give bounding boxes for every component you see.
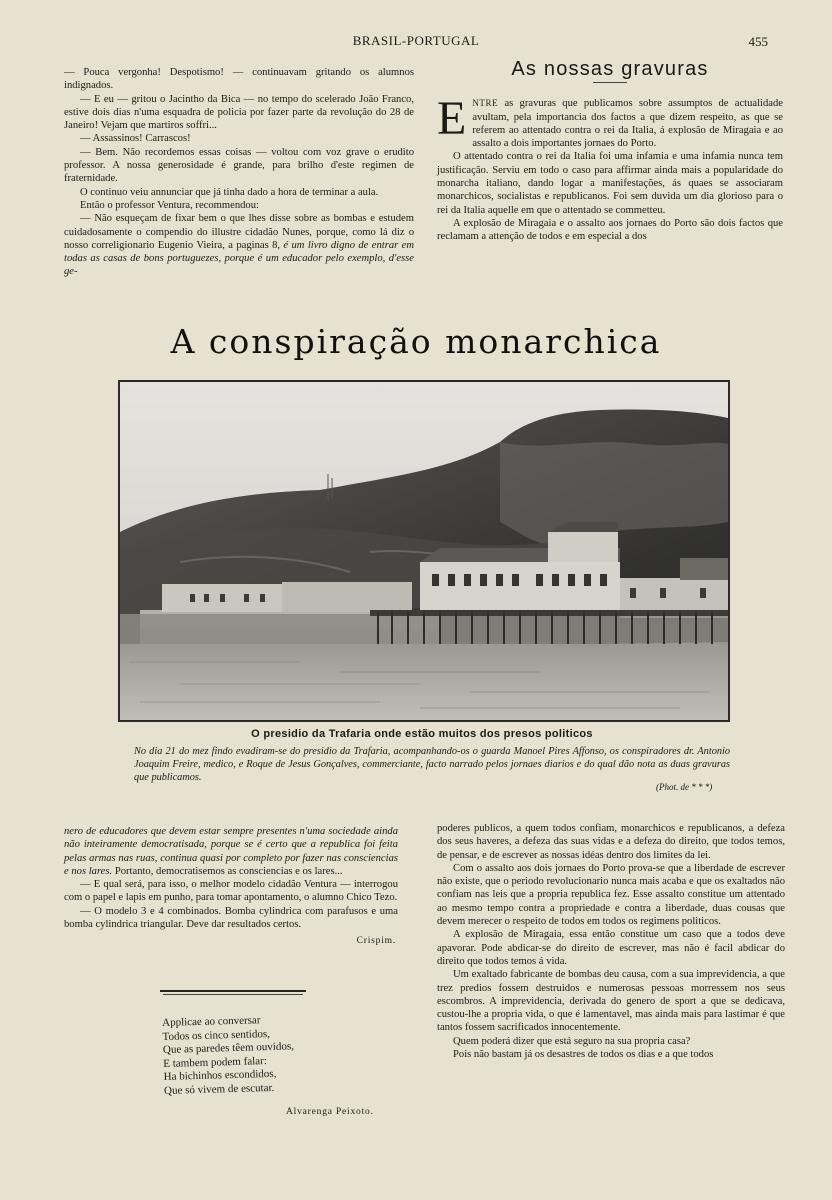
paragraph: Quem poderá dizer que está seguro na sua propria casa? <box>453 1035 691 1047</box>
italic-quote: é um livro digno de entrar em todas as casas de bons portuguezes, porque é um educador pelo exemplo, d'esse ge- <box>64 239 414 278</box>
paragraph: Um exaltado fabricante de bombas deu causa, com a sua imprevidencia, a que trez predios fossem destruidos e numerosas pessoas morressem nos seus escombros. A imprevidencia, derivada do genero de sport a que se dedicava, custou-lhe a propria vida, o que é lamentavel, mas ainda mais para lastimar é que tantos fossem sacrificados innocentemente. <box>437 969 785 1034</box>
poem-line: Que só vivem de escutar. <box>163 1081 275 1097</box>
running-title: BRASIL-PORTUGAL <box>352 33 480 48</box>
title-rule <box>593 82 627 83</box>
author-signature: Crispim. <box>356 936 396 947</box>
section-title: As nossas gravuras <box>511 58 709 80</box>
section-divider <box>160 990 306 995</box>
photo-caption-title: O presidio da Trafaria onde estão muitos dos presos politicos <box>251 728 593 740</box>
poem-line: Todos os cinco sentidos, <box>162 1027 271 1043</box>
drop-cap: E <box>437 92 467 146</box>
poem-line: Ha bichinhos escondidos, <box>163 1068 277 1084</box>
page-number: 455 <box>748 34 768 49</box>
photo-credit: (Phot. de * * *) <box>656 782 713 792</box>
top-left-column <box>64 66 414 279</box>
italic-continuation: nero de educadores que devem estar sempre presentes n'uma sociedade ainda não inteiramente democratisada, porque se é certo que a republica foi feita pelas armas nas ruas, continua quasi por completo por fazer nas consciencias e nos lares. <box>64 826 398 877</box>
poem <box>162 1013 295 1098</box>
poem-signature: Alvarenga Peixoto. <box>286 1107 374 1117</box>
paragraph <box>64 825 398 878</box>
paragraph: — E eu — gritou o Jacintho da Bica — no tempo do scelerado João Franco, estive dois dias n'uma esquadra de policia por fazer parte da revolução do 28 de Janeiro! Vejam que martiros soffri... <box>64 93 414 132</box>
paragraph <box>437 92 783 150</box>
photo-caption: No dia 21 do mez findo evadiram-se do presidio da Trafaria, acompanhando-os o guarda Manoel Pires Affonso, os conspiradores dr. Antonio Joaquim Freire, medico, e Roque de Jesus Gonçalves, commerciante, facto narrado pelos jornaes diarios e do qual dão nota as duas gravuras que publicamos. <box>134 746 730 783</box>
paragraph: poderes publicos, a quem todos confiam, monarchicos e republicanos, a defeza dos seus haveres, a defeza das suas vidas e a defeza do direito, que todos temos, de pensar, e de escrever as nossas idéas dentro dos limites da lei. <box>437 823 785 861</box>
paragraph <box>64 212 414 278</box>
paragraph-text: Portanto, democratisemos as consciencias e os lares... <box>114 865 343 877</box>
feature-headline: A conspiração monarchica <box>170 322 662 361</box>
paragraph: Então o professor Ventura, recommendou: <box>80 199 259 211</box>
photo <box>118 380 730 722</box>
paragraph: — Pouca vergonha! Despotismo! — continuavam gritando os alumnos indignados. <box>64 67 414 92</box>
poem-line: Que as paredes têem ouvidos, <box>162 1040 295 1057</box>
paragraph: — O modelo 3 e 4 combinados. Bomba cylindrica com parafusos e uma bomba cylindrica triangular. Deve dar resultados certos. <box>64 905 398 931</box>
paragraph: A explosão de Miragaia, essa então constitue um caso que a todos deve apavorar. Pode abdicar-se do direito de escrever, mas não é facil abdicar do direito que todos temos á vida. <box>437 929 785 967</box>
paragraph: — Assassinos! Carrascos! <box>80 133 191 145</box>
paragraph: — Bem. Não recordemos essas coisas — voltou com voz grave o erudito professor. A nossa generosidade é grande, para brilho d'este regimen de fraternidade. <box>64 146 414 185</box>
poem-line: E tambem podem falar: <box>163 1054 267 1070</box>
paragraph: O continuo veiu annunciar que já tinha dado a hora de terminar a aula. <box>80 186 379 198</box>
paragraph-text: — Não esqueçam de fixar bem o que lhes disse sobre as bombas e estudem cuidadosamente o compendio do illustre cidadão Nunes, porque, como lá diz o nosso correligionario Eugenio Vieira, a paginas 8, <box>64 213 414 251</box>
bottom-left-column <box>64 825 398 949</box>
first-word: NTRE <box>472 98 499 109</box>
top-right-column <box>437 58 783 244</box>
poem-line: Applicae ao conversar <box>162 1014 261 1029</box>
paragraph-text: as gravuras que publicamos sobre assumptos de actualidade avultam, pela importancia dos factos a que dizem respeito, as que se referem ao attentado contra o rei da Italia, á explosão de Miragaia e ao assalto a dois importantes jornaes do Porto. <box>472 98 783 150</box>
paragraph: Pois não bastam já os desastres de todos os dias e a que todos <box>453 1049 714 1061</box>
photo-image <box>120 382 728 720</box>
paragraph: A explosão de Miragaia e o assalto aos jornaes do Porto são dois factos que reclamam a attenção de todos e em especial a dos <box>437 217 783 243</box>
paragraph: Com o assalto aos dois jornaes do Porto prova-se que a liberdade de escrever não existe, que o periodo revolucionario nunca mais acaba e que os exaltados não confiam nas leis que a propria republica fez. Esse assalto constitue um attentado ao mesmo tempo contra a propriedade e contra a liberdade, duas cousas que devem merecer o respeito de todos em todos os regimens politicos. <box>437 862 785 928</box>
paragraph: O attentado contra o rei da Italia foi uma infamia e uma infamia nunca tem justificação. Serviu em todo o caso para affirmar ainda mais a popularidade do monarcha italiano, dando logar a manifestações, ás quaes se associaram monarchicos, socialistas e republicanos. Foi sem duvida um dia glorioso para o rei da Italia aquelle em que o attentado se commetteu. <box>437 151 783 216</box>
paragraph: — E qual será, para isso, o melhor modelo cidadão Ventura — interrogou com o papel e lapis em punho, para tomar apontamento, o alumno Chico Tezo. <box>64 879 398 904</box>
bottom-right-column <box>437 822 785 1061</box>
